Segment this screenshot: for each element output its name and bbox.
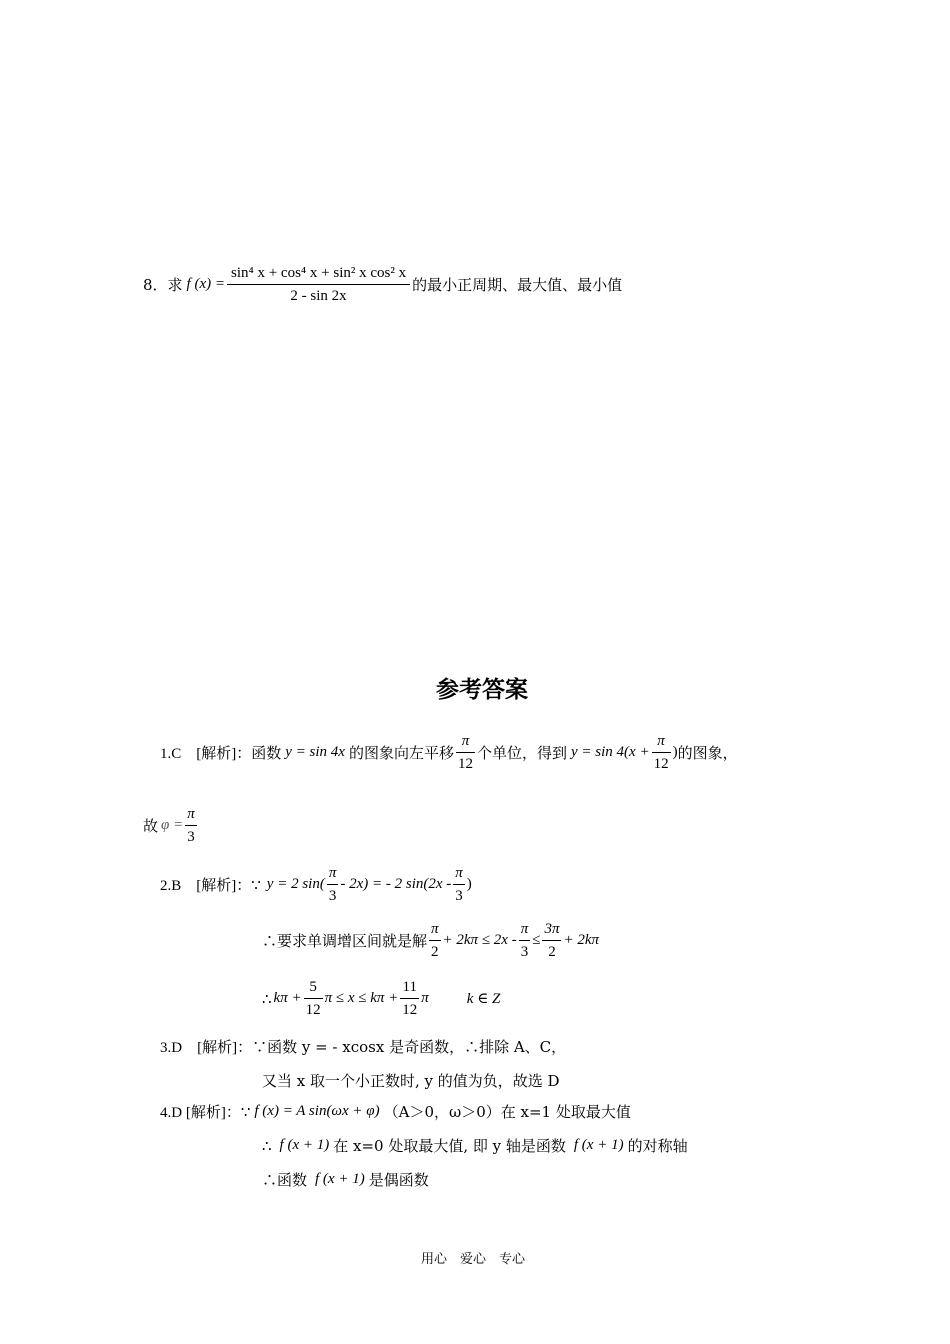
answer-1-text-2: 的图象向左平移 [348,744,454,762]
answer-4-expr-1: f (x) = A sin(ωx + φ) [254,1103,380,1119]
answer-4-line-3-text: ∴函数 [262,1171,308,1189]
answer-2-line-3-fraction-2 [400,976,419,1021]
fraction-numerator: π [453,862,465,885]
answer-2-line-2-expr-1: + 2kπ ≤ 2x - [442,932,517,948]
answer-1-text-4: 的图象， [677,744,738,762]
problem-8-prefix: 8．求 [143,276,183,294]
answer-1-continuation [143,803,199,848]
answer-2-fraction-1 [327,862,339,907]
answer-1-label: 1.C [解析]： [160,746,252,762]
fraction-denominator: 12 [457,756,473,772]
fraction-numerator: π [327,862,339,885]
answer-2-line-3-domain: k ∈ Z [466,991,501,1007]
answer-1 [160,730,738,775]
fraction-denominator: 3 [455,888,463,904]
fraction-numerator: 5 [304,976,323,999]
answer-2-line-3-expr-2: π ≤ x ≤ kπ + [324,990,399,1006]
answer-4-line-2-expr-1: f (x + 1) [279,1137,330,1153]
answer-3-line-2: 又当 x 取一个小正数时, y 的值为负，故选 D [262,1072,560,1090]
fraction-denominator: 3 [328,888,337,904]
answer-3 [160,1036,566,1057]
fraction-numerator: π [652,730,671,753]
answer-1-fraction-2 [652,730,671,775]
answer-2 [160,862,472,907]
answer-2-line-3-fraction-1 [304,976,323,1021]
answer-4 [160,1101,631,1122]
answer-4-label: 4.D [解析]： [160,1105,241,1121]
problem-8-fraction [227,262,410,307]
fraction-numerator: π [456,730,475,753]
answer-4-line-2 [262,1135,688,1156]
answer-3-label: 3.D [解析]： [160,1040,253,1056]
answer-4-line-2-text: 在 x=0 处取最大值, 即 y 轴是函数 [333,1137,566,1155]
fraction-denominator: 3 [520,944,529,960]
answer-4-line-2-expr-2: f (x + 1) [573,1137,624,1153]
fraction-numerator: 11 [400,976,419,999]
answer-4-line-3 [262,1169,429,1190]
answers-title: 参考答案 [436,677,528,703]
fraction-numerator: 3π [542,918,561,941]
problem-8 [143,262,622,307]
answer-2-line-2-expr-3: + 2kπ [563,932,600,948]
fraction-denominator: 12 [305,1002,321,1018]
answer-1-expr-1: y = sin 4x [285,744,345,760]
answer-1-fraction-3 [185,803,197,848]
fraction-denominator: 2 [431,944,439,960]
answer-2-line-2-fraction-3 [542,918,561,963]
answer-4-line-3-expr: f (x + 1) [315,1171,365,1187]
answer-2-line-2-fraction-1 [429,918,441,963]
problem-8-denominator: 2 - sin 2x [290,288,347,304]
answer-4-line-2-therefore: ∴ [262,1136,272,1155]
answer-2-line-2 [262,918,599,963]
answer-4-because: ∵ [240,1102,251,1121]
answer-2-fraction-2 [453,862,465,907]
answer-1-cont-text: 故 [143,817,159,835]
answer-1-expr-close: ) [672,744,678,760]
page-footer: 用心 爱心 专心 [421,1252,526,1267]
answer-2-expr-1: y = 2 sin( [266,876,325,892]
fraction-numerator: π [185,803,197,826]
fraction-denominator: 12 [653,756,669,772]
answer-4-line-1-text: （A＞0，ω＞0）在 x=1 处取最大值 [383,1103,631,1121]
answer-2-label: 2.B [解析]： [160,878,252,894]
answer-2-line-3-therefore: ∴ [262,989,272,1008]
problem-8-suffix: 的最小正周期、最大值、最小值 [412,276,623,294]
fraction-denominator: 2 [548,944,556,960]
fraction-numerator: π [519,918,531,941]
fraction-denominator: 3 [187,829,195,845]
answer-4-line-3-text-2: 是偶函数 [368,1171,429,1189]
answer-3-line-1: ∵函数 y = - xcosx 是奇函数，∴排除 A、C， [252,1038,567,1056]
answer-2-line-2-text: ∴要求单调增区间就是解 [262,932,428,950]
answer-1-fraction-1 [456,730,475,775]
answer-2-line-3-expr-3: π [421,990,429,1006]
answer-2-expr-3: ) [466,876,472,892]
fraction-numerator: π [429,918,441,941]
answer-1-text-1: 函数 [251,744,282,762]
answer-4-line-2-text-2: 的对称轴 [627,1137,688,1155]
answer-2-line-3-expr-1: kπ + [273,990,302,1006]
answer-1-cont-expr: φ = [161,817,184,833]
problem-8-lhs: f (x) = [186,276,225,292]
answer-2-expr-2: - 2x) = - 2 sin(2x - [340,876,452,892]
answer-2-because: ∵ [251,875,261,894]
answer-1-expr-2: y = sin 4(x + [571,744,650,760]
answer-1-text-3: 个单位，得到 [476,744,567,762]
answer-2-line-3 [262,976,500,1021]
fraction-denominator: 12 [402,1002,418,1018]
answer-2-line-2-fraction-2 [519,918,531,963]
answer-2-line-2-expr-2: ≤ [532,932,541,948]
problem-8-numerator: sin⁴ x + cos⁴ x + sin² x cos² x [227,262,410,285]
